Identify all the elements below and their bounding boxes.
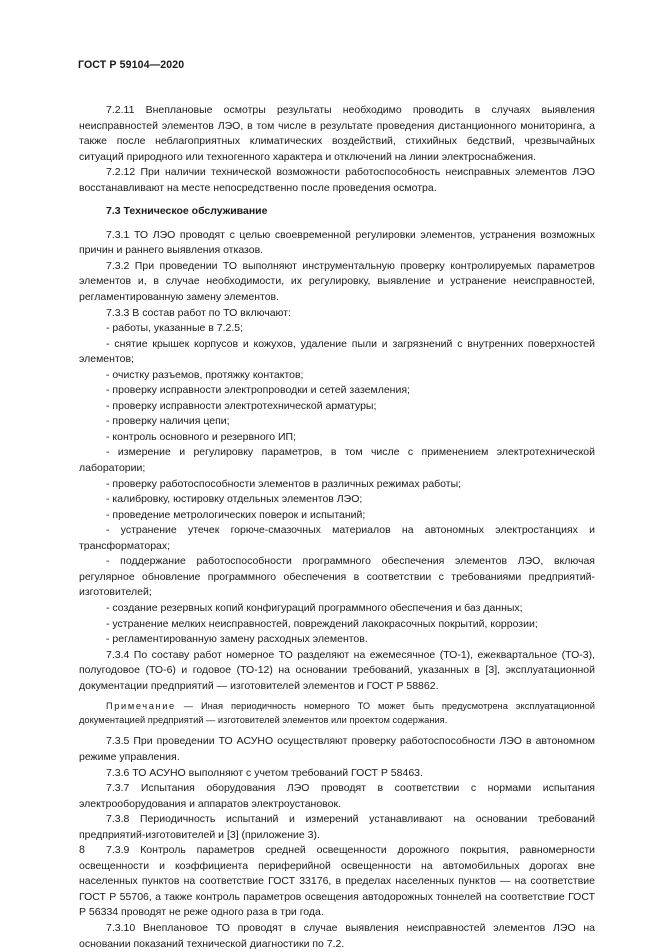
page-number: 8 bbox=[79, 844, 85, 856]
paragraph-7-3-9: 7.3.9 Контроль параметров средней освещенности дорожного покрытия, равномерности освещенности и коэффициента периферийной освещенности на автомобильных дорогах вне населенных пунктов на соответствие ГОСТ 33176, в пределах населенных пунктов — на соответствие ГОСТ Р 55706, а также контроль параметров освещения автодорожных тоннелей на соответствие ГОСТ Р 56334 проводят не реже одного раза в три года. bbox=[79, 844, 595, 919]
list-item: - регламентированную замену расходных элементов. bbox=[106, 633, 368, 646]
list-item: - проверку работоспособности элементов в различных режимах работы; bbox=[106, 477, 462, 490]
section-heading-7-3: 7.3 Техническое обслуживание bbox=[106, 205, 268, 218]
paragraph-7-3-1: 7.3.1 ТО ЛЭО проводят с целью своевременной регулировки элементов, устранения возможных причин и раннего выявления отказов. bbox=[79, 228, 595, 257]
list-item: - калибровку, юстировку отдельных элементов ЛЭО; bbox=[106, 493, 363, 506]
paragraph-7-3-5: 7.3.5 При проведении ТО АСУНО осуществляют проверку работоспособности ЛЭО в автономном режиме управления. bbox=[79, 735, 595, 763]
document-body bbox=[79, 103, 595, 952]
list-item: - поддержание работоспособности программного обеспечения элементов ЛЭО, включая регулярное обновление программного обеспечения в соответствии с требованиями предприятий-изготовителей; bbox=[79, 555, 595, 599]
paragraph-7-3-4: 7.3.4 По составу работ номерное ТО разделяют на ежемесячное (ТО-1), ежеквартальное (ТО-3), полугодовое (ТО-6) и годовое (ТО-12) на основании требований, указанных в [3], эксплуатационной документации предприятий — изготовителей элементов и ГОСТ Р 58862. bbox=[79, 648, 595, 692]
list-item: - устранение утечек горюче-смазочных материалов на автономных электростанциях и трансформаторах; bbox=[79, 524, 595, 552]
list-item: - создание резервных копий конфигураций программного обеспечения и баз данных; bbox=[106, 601, 523, 614]
list-item: - проверку наличия цепи; bbox=[106, 415, 230, 428]
note bbox=[79, 700, 595, 727]
document-header: ГОСТ Р 59104—2020 bbox=[78, 59, 185, 71]
list-item: - работы, указанные в 7.2.5; bbox=[106, 322, 244, 335]
paragraph-7-3-6: 7.3.6 ТО АСУНО выполняют с учетом требований ГОСТ Р 58463. bbox=[106, 766, 423, 779]
list-item: - измерение и регулировку параметров, в том числе с применением электротехнической лаборатории; bbox=[79, 446, 595, 475]
note-label: Примечание bbox=[106, 701, 176, 712]
list-item: - очистку разъемов, протяжку контактов; bbox=[106, 368, 304, 381]
list-item: - контроль основного и резервного ИП; bbox=[106, 430, 297, 443]
note-text: — Иная периодичность номерного ТО может быть предусмотрена эксплуатационной документацией предприятий — изготовителей элементов или проектом содержания. bbox=[79, 701, 595, 725]
list-item: - проведение метрологических поверок и испытаний; bbox=[106, 508, 366, 521]
paragraph-7-3-2: 7.3.2 При проведении ТО выполняют инструментальную проверку контролируемых параметров элементов и, в случае необходимости, их регулировку, выявление и устранение неисправностей, регламентированную замену элементов. bbox=[79, 259, 595, 304]
paragraph-7-3-10: 7.3.10 Внеплановое ТО проводят в случае выявления неисправностей элементов ЛЭО на основании показаний технической диагностики по 7.2. bbox=[79, 921, 595, 950]
paragraph-7-3-8: 7.3.8 Периодичность испытаний и измерений устанавливают на основании требований предприятий-изготовителей и [3] (приложение 3). bbox=[79, 813, 595, 841]
paragraph-7-3-3: 7.3.3 В состав работ по ТО включают: bbox=[106, 306, 291, 319]
list-item: - устранение мелких неисправностей, повреждений лакокрасочных покрытий, коррозии; bbox=[106, 617, 538, 630]
paragraph-7-2-12: 7.2.12 При наличии технической возможности работоспособность неисправных элементов ЛЭО восстанавливают на месте непосредственно после проведения осмотра. bbox=[79, 166, 595, 194]
list-item: - проверку исправности электротехнической арматуры; bbox=[106, 399, 377, 412]
list-item: - проверку исправности электропроводки и сетей заземления; bbox=[106, 384, 410, 397]
list-item: - снятие крышек корпусов и кожухов, удаление пыли и загрязнений с внутренних поверхностей элементов; bbox=[79, 337, 595, 366]
paragraph-7-3-7: 7.3.7 Испытания оборудования ЛЭО проводят в соответствии с нормами испытания электрооборудования и аппаратов электроустановок. bbox=[79, 782, 595, 810]
paragraph-7-2-11: 7.2.11 Внеплановые осмотры результаты необходимо проводить в случаях выявления неисправностей элементов ЛЭО, в том числе в результате проведения дистанционного мониторинга, а также после неблагоприятных климатических воздействий, стихийных бедствий, чрезвычайных ситуаций природного или техногенного характера и отключений на линии электроснабжения. bbox=[79, 104, 595, 163]
